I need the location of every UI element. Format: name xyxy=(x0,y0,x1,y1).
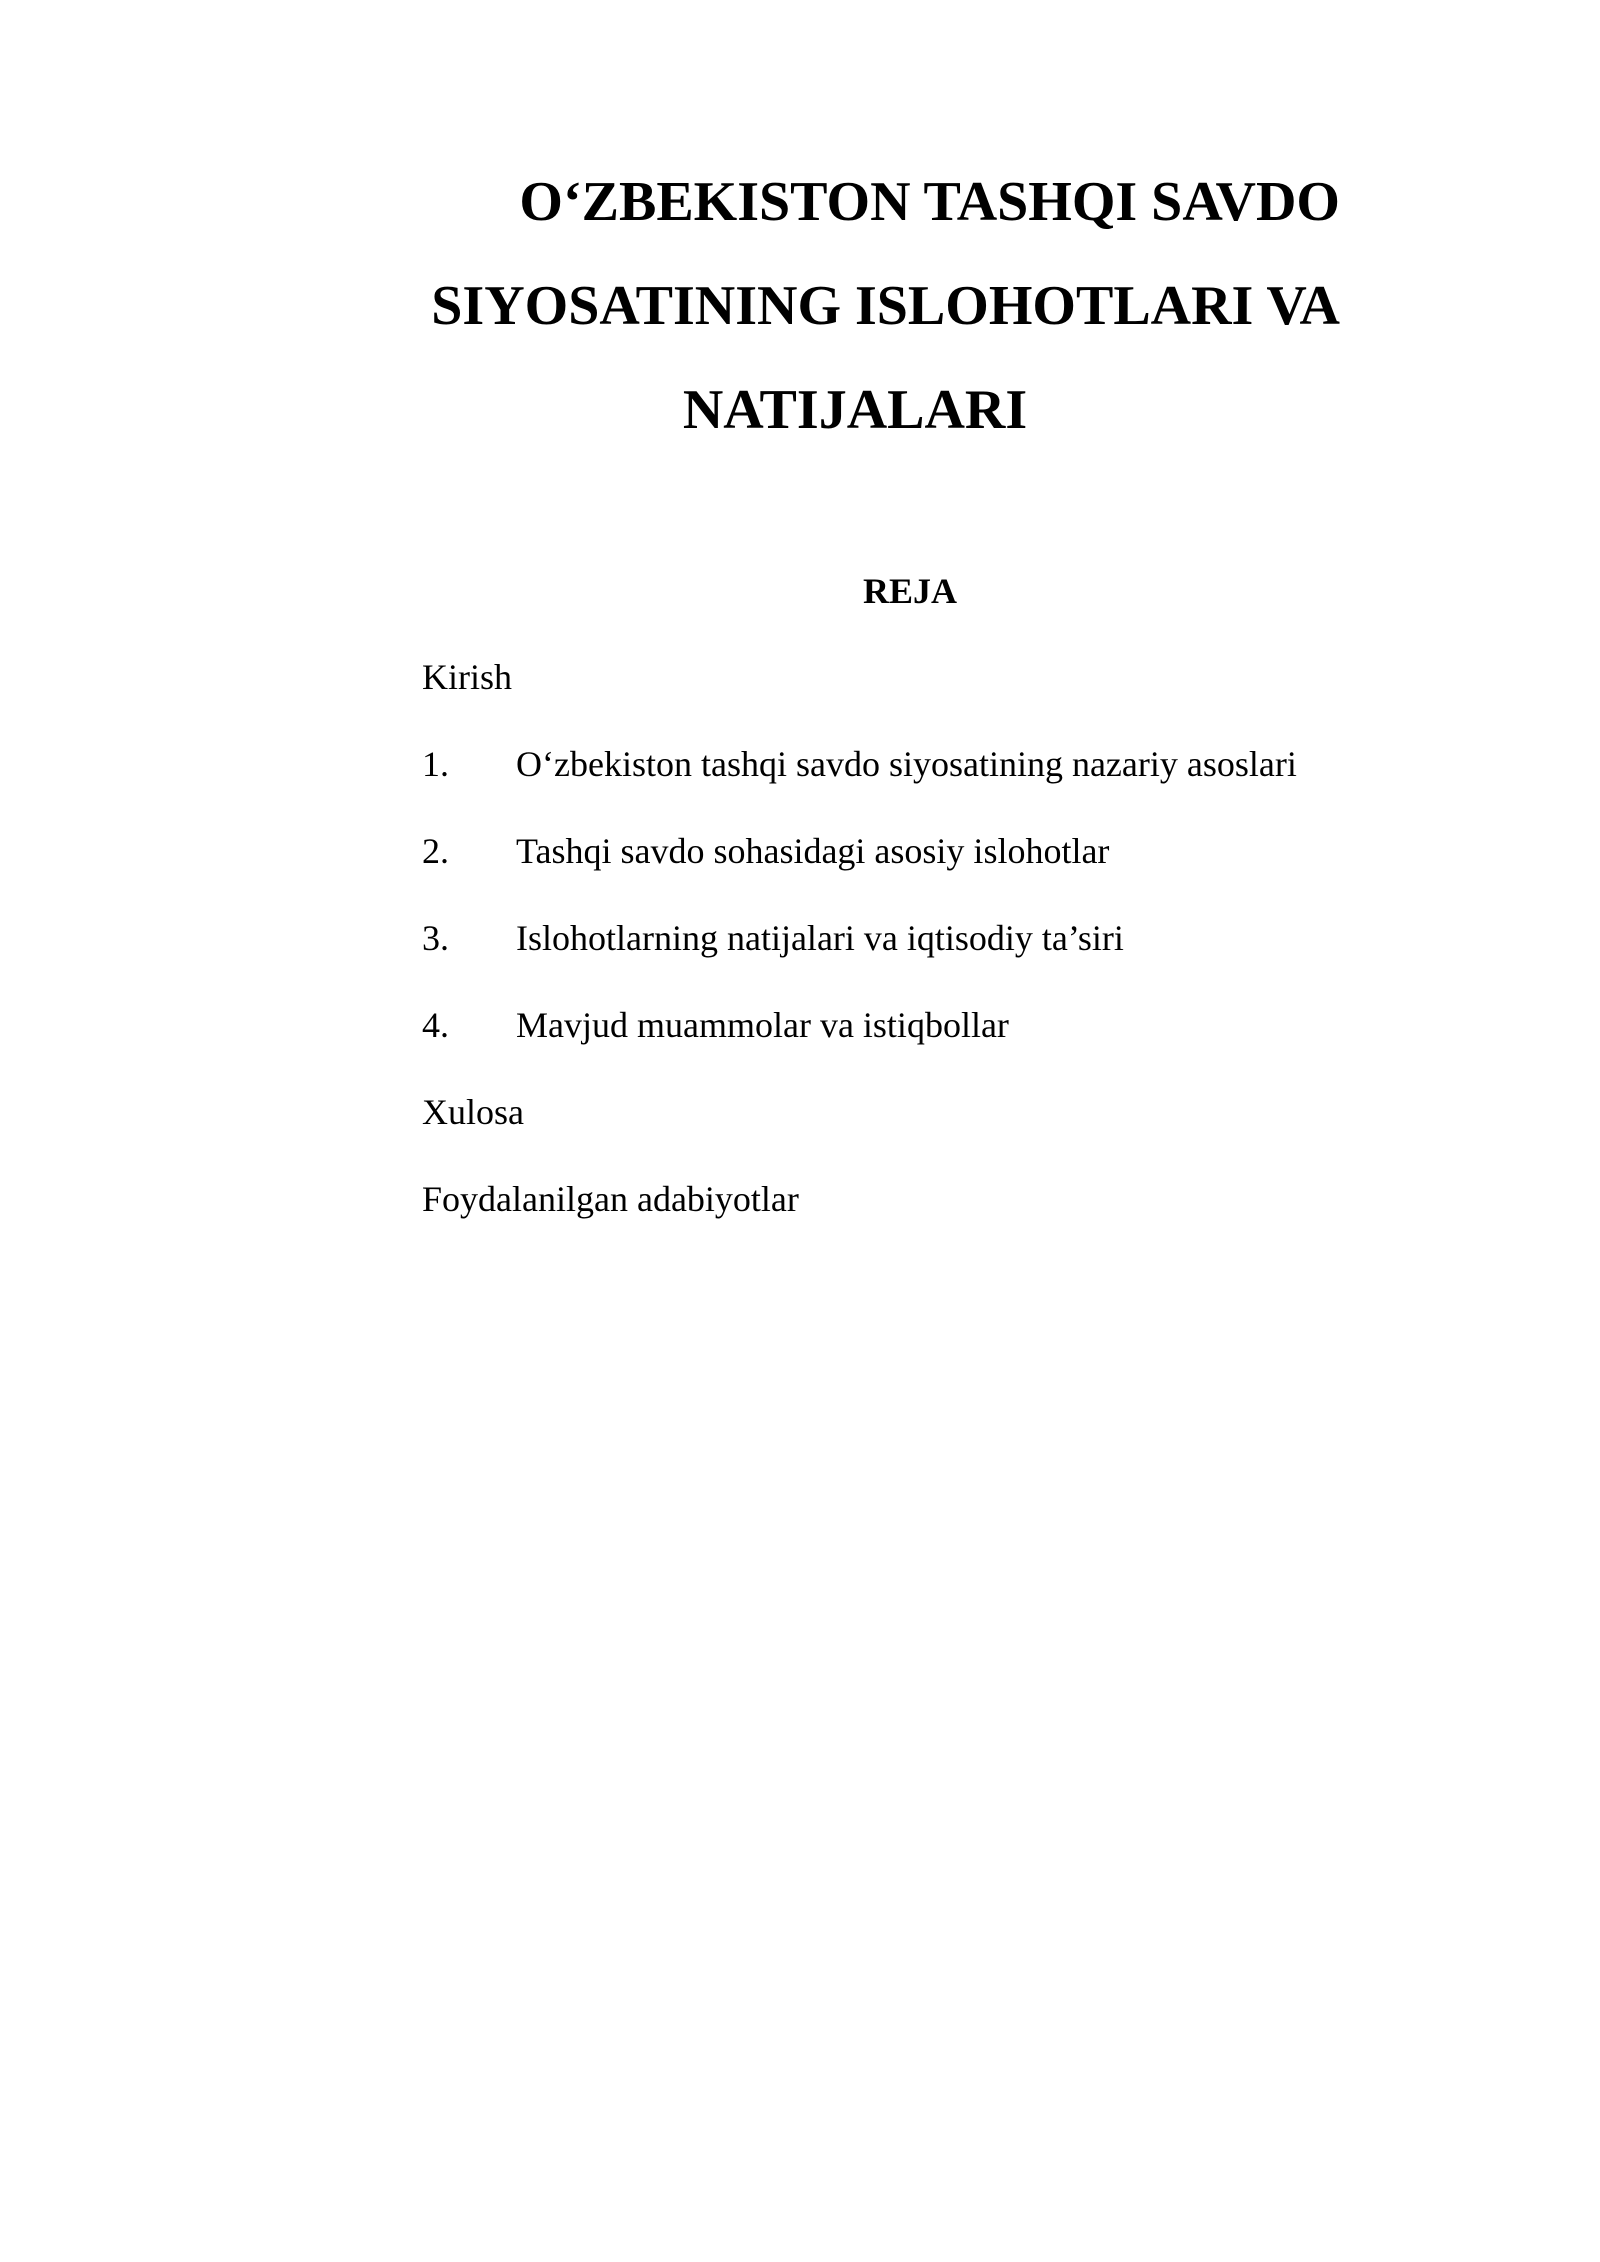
plan-item-text: Islohotlarning natijalari va iqtisodiy ta’siri xyxy=(516,918,1124,958)
plan-references: Foydalanilgan adabiyotlar xyxy=(422,1179,799,1219)
plan-item-text: O‘zbekiston tashqi savdo siyosatining nazariy asoslari xyxy=(516,744,1297,784)
plan-item xyxy=(422,1000,1422,1087)
plan-item-text: Tashqi savdo sohasidagi asosiy islohotlar xyxy=(516,831,1110,871)
plan-heading: REJA xyxy=(862,571,957,611)
plan-item-number: 1. xyxy=(422,744,449,784)
plan-item xyxy=(422,739,1422,826)
plan-item-text: Mavjud muammolar va istiqbollar xyxy=(516,1005,1009,1045)
plan-item-number: 4. xyxy=(422,1005,449,1045)
plan-item-number: 2. xyxy=(422,831,449,871)
plan-item xyxy=(422,913,1422,1000)
document-title xyxy=(370,150,1340,462)
title-line-3: NATIJALARI xyxy=(682,379,1028,441)
plan-list xyxy=(422,652,1422,1261)
title-line-1: O‘ZBEKISTON TASHQI SAVDO xyxy=(519,171,1340,233)
title-line-2: SIYOSATINING ISLOHOTLARI VA xyxy=(431,275,1340,337)
plan-item-number: 3. xyxy=(422,918,449,958)
plan-conclusion: Xulosa xyxy=(422,1092,524,1132)
plan-intro: Kirish xyxy=(422,657,512,697)
plan-item xyxy=(422,826,1422,913)
